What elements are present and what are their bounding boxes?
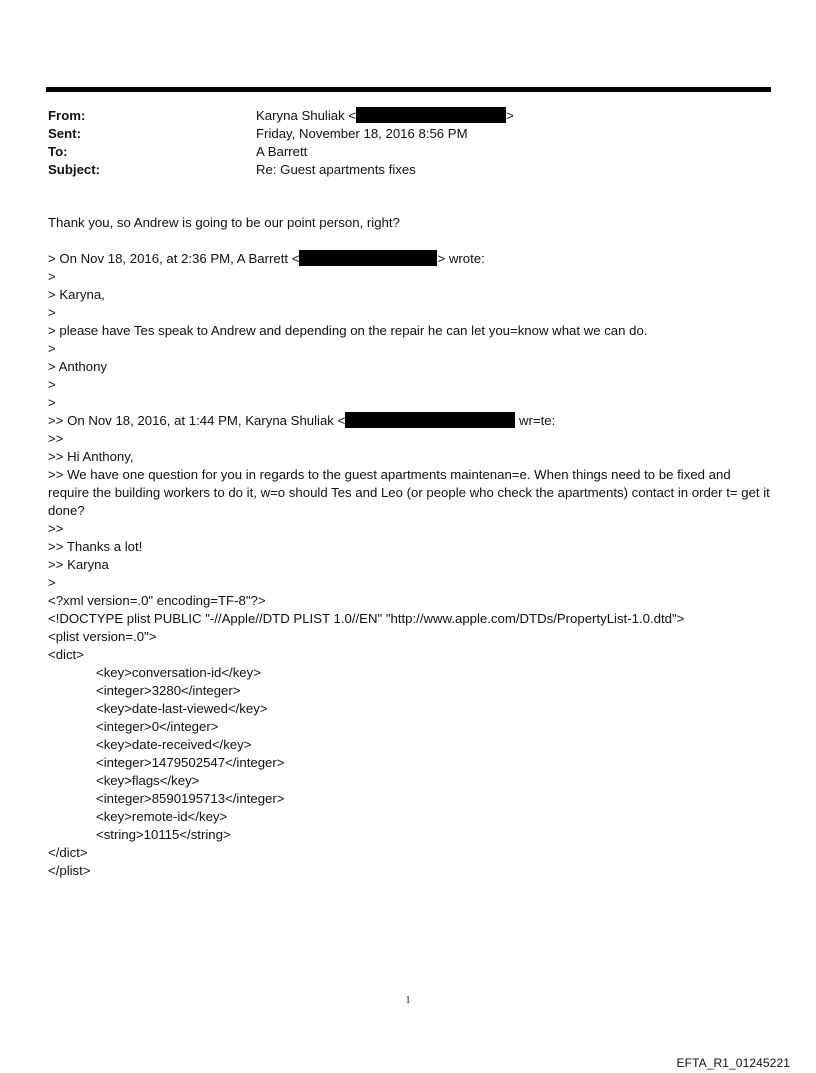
from-value [256,107,768,125]
plist-entry: <integer>1479502547</integer> [96,755,285,770]
quote-line: > [48,341,56,356]
to-label: To: [48,144,68,159]
to-row [48,143,768,161]
quote-line: > [48,575,56,590]
plist-doctype: <!DOCTYPE plist PUBLIC "-//Apple//DTD PLIST 1.0//EN" "http://www.apple.com/DTDs/PropertyList-1.0.dtd"> [48,611,685,626]
plist-entry: <string>10115</string> [96,827,231,842]
header-rule [46,87,771,92]
plist-entry: <key>date-received</key> [96,737,252,752]
plist-entry: <key>remote-id</key> [96,809,228,824]
plist-entry: <integer>0</integer> [96,719,219,734]
quote-message: > please have Tes speak to Andrew and depending on the repair he can let you=know what we can do. [48,323,648,338]
plist-entry: <key>date-last-viewed</key> [96,701,268,716]
redaction-box [356,107,506,123]
subject-row [48,161,768,179]
plist-entry: <key>conversation-id</key> [96,665,261,680]
sent-row [48,125,768,143]
subject-value: Re: Guest apartments fixes [256,162,416,177]
quote-header-2-prefix: >> On Nov 18, 2016, at 1:44 PM, Karyna Shuliak < [48,413,346,428]
from-close: > [506,108,514,123]
quote-signoff: > Anthony [48,359,108,374]
plist-xml-declaration: <?xml version=.0" encoding=TF-8"?> [48,593,266,608]
from-name: Karyna Shuliak < [256,108,357,123]
plist-entry: <integer>8590195713</integer> [96,791,285,806]
quote-line: > [48,269,56,284]
quote-header-1-suffix: > wrote: [437,251,485,266]
redaction-box [299,250,437,266]
quote-header-2-suffix: wr=te: [518,413,556,428]
quote-header-1-prefix: > On Nov 18, 2016, at 2:36 PM, A Barrett < [48,251,300,266]
dict-open-tag: <dict> [48,647,84,662]
quote-line: > [48,395,56,410]
quote-line: >> [48,521,64,536]
plist-entry: <integer>3280</integer> [96,683,241,698]
quote-header-2 [48,412,773,430]
from-row [48,107,768,125]
nested-quote-greeting: >> Hi Anthony, [48,449,134,464]
quote-line: > [48,305,56,320]
opening-line: Thank you, so Andrew is going to be our point person, right? [48,215,400,230]
sent-label: Sent: [48,126,81,141]
sent-value: Friday, November 18, 2016 8:56 PM [256,126,468,141]
nested-quote-thanks: >> Thanks a lot! [48,539,143,554]
nested-quote-name: >> Karyna [48,557,109,572]
plist-open-tag: <plist version=.0"> [48,629,157,644]
email-header [48,107,768,179]
plist-close-tag: </plist> [48,863,91,878]
spacer [48,232,773,250]
plist-entry: <key>flags</key> [96,773,200,788]
nested-quote-message: >> We have one question for you in regards to the guest apartments maintenan=e. When things need to be fixed and require the building workers to do it, w=o should Tes and Leo (or people who check the apartments) contact in order t= get it done? [48,467,774,518]
quote-header-1 [48,250,773,268]
quote-line: >> [48,431,64,446]
subject-label: Subject: [48,162,101,177]
dict-close-tag: </dict> [48,845,88,860]
quote-line: > [48,377,56,392]
bates-number: EFTA_R1_01245221 [676,1056,790,1070]
to-value: A Barrett [256,144,308,159]
email-body [48,214,773,880]
redaction-box [345,412,515,428]
from-label: From: [48,108,86,123]
quote-greeting: > Karyna, [48,287,105,302]
page-number: 1 [405,995,411,1006]
